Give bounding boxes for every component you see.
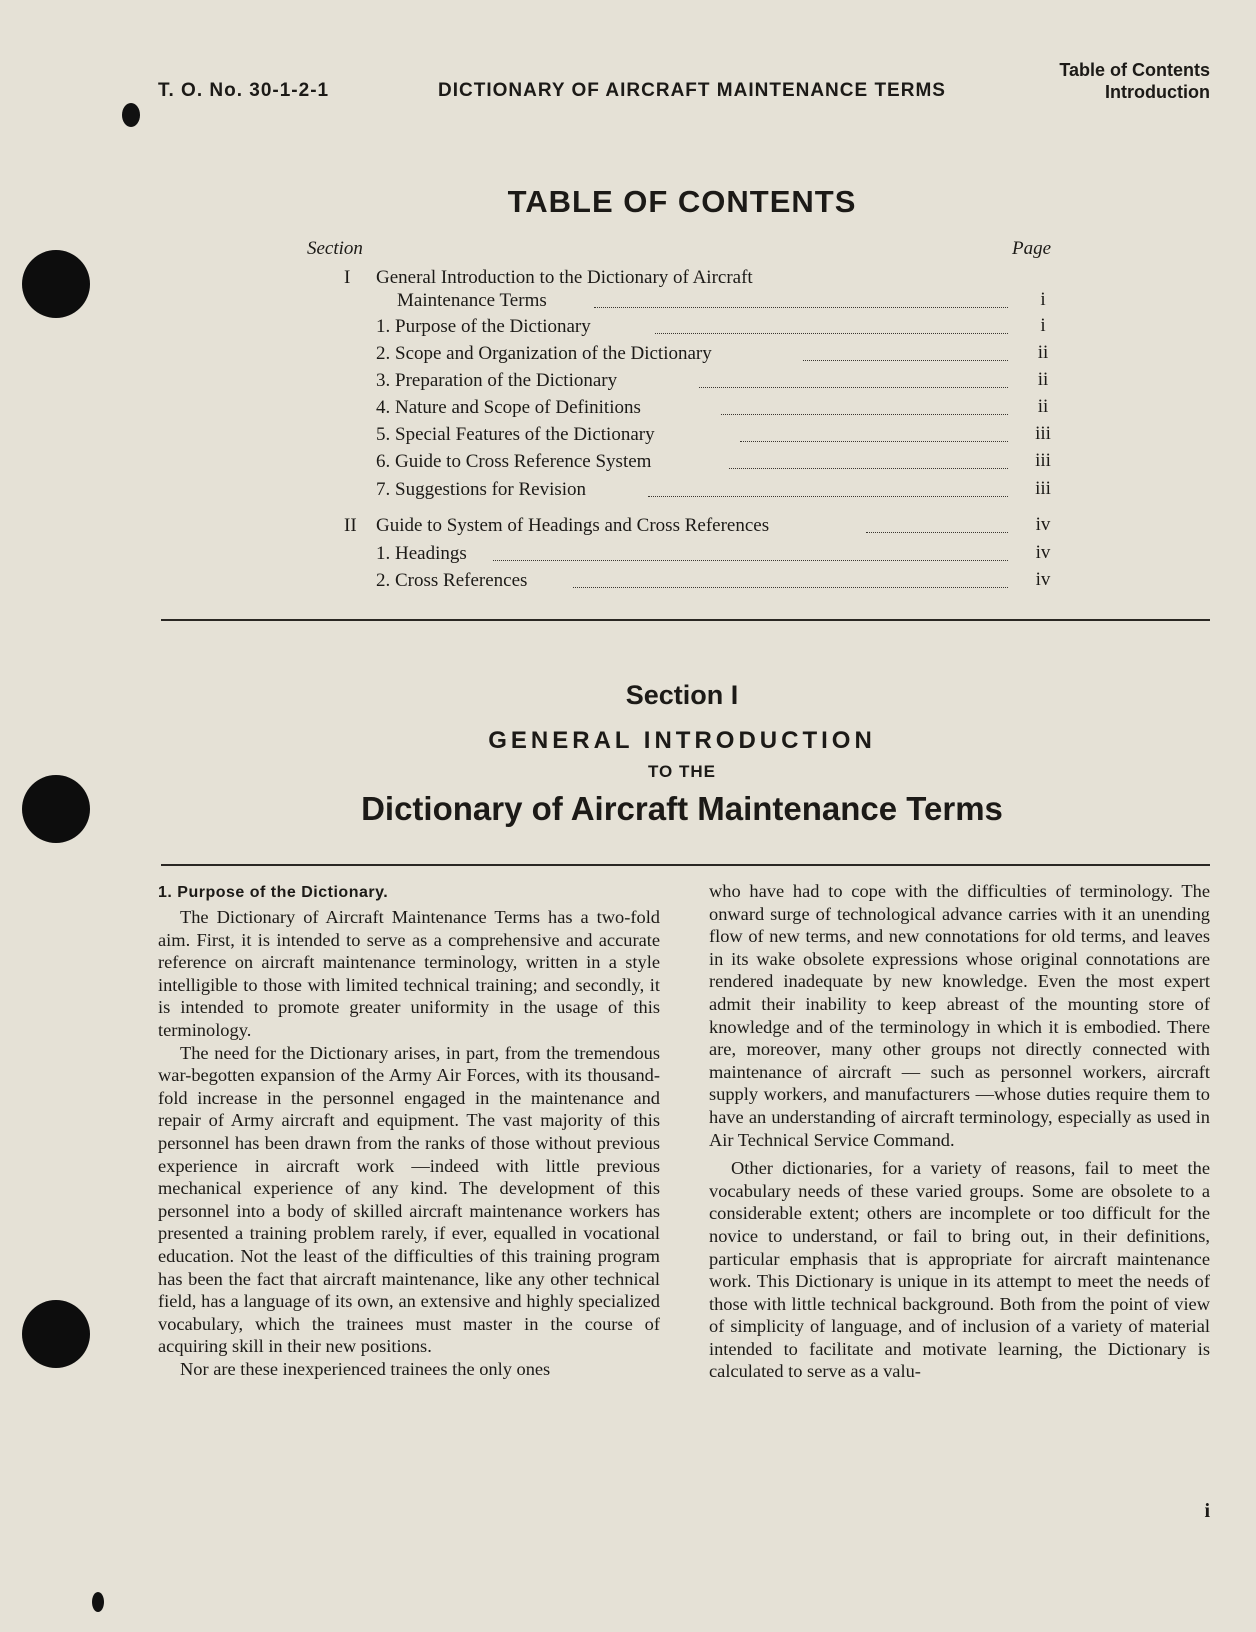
toc-page-number: iv (1035, 514, 1051, 535)
toc-leader-dots (803, 360, 1008, 361)
ink-spot (92, 1592, 104, 1612)
toc-page-number: ii (1037, 369, 1049, 390)
ink-spot (122, 103, 140, 127)
toc-col-page: Page (1012, 238, 1052, 259)
toc-item[interactable]: 6. Guide to Cross Reference System (376, 451, 652, 472)
toc-page-number: iii (1035, 423, 1051, 444)
toc-title: TABLE OF CONTENTS (507, 184, 857, 219)
header-right-line1: Table of Contents (1059, 60, 1210, 80)
paragraph: who have had to cope with the difficulties of terminology. The onward surge of technological advance carries with it an unending flow of new terms, and new connotations for old terms, and leaves in its wake obsolete expressions whose original connotations are rendered inadequate by new knowledge. Even the most expert admit their inability to keep abreast of the mounting store of knowledge and of the terminology in which it is embodied. There are, moreover, many other groups not directly connected with maintenance of aircraft — such as personnel workers, aircraft supply workers, and manufacturers —whose duties require them to have an understanding of aircraft terminology, especially as used in Air Technical Service Command. (709, 881, 1210, 1150)
toc-leader-dots (594, 307, 1008, 308)
toc-page-number: ii (1037, 396, 1049, 417)
toc-section-numeral: II (344, 515, 357, 536)
toc-leader-dots (866, 532, 1008, 533)
toc-item[interactable]: 4. Nature and Scope of Definitions (376, 397, 641, 418)
toc-page-number: iv (1035, 569, 1051, 590)
toc-section-title[interactable]: Maintenance Terms (397, 290, 547, 311)
toc-leader-dots (699, 387, 1008, 388)
paragraph: Nor are these inexperienced trainees the only ones (180, 1358, 551, 1379)
subhead-purpose: 1. Purpose of the Dictionary. (158, 884, 389, 901)
divider-rule (161, 864, 1210, 866)
toc-item[interactable]: 2. Cross References (376, 570, 528, 591)
toc-leader-dots (721, 414, 1008, 415)
toc-page-number: ii (1037, 342, 1049, 363)
toc-leader-dots (740, 441, 1008, 442)
paragraph: The need for the Dictionary arises, in part, from the tremendous war-begotten expansion of the Army Air Forces, with its thousand-fold increase in the personnel engaged in the maintenance and repair of Army aircraft and equipment. The vast majority of this personnel has been drawn from the ranks of those without previous experience in aircraft work —indeed with little previous mechanical experience of any kind. The development of this personnel into a body of skilled aircraft maintenance workers has presented a training problem rarely, if ever, equalled in vocational education. Not the least of the difficulties of this training program has been the fact that aircraft maintenance, like any other technical field, has a language of its own, an extensive and highly specialized vocabulary, which the trainees must master in the course of acquiring skill in their new positions. (158, 1042, 660, 1357)
toc-item[interactable]: 1. Purpose of the Dictionary (376, 316, 591, 337)
binder-hole-3 (22, 1300, 90, 1368)
header-right (1059, 59, 1210, 103)
paragraph: The Dictionary of Aircraft Maintenance Terms has a two-fold aim. First, it is intended to serve as a comprehensive and accurate reference on aircraft maintenance terminology, written in a style intelligible to those with limited technical training; and secondly, it is intended to promote greater uniformity in the usage of this terminology. (158, 907, 660, 1040)
toc-leader-dots (493, 560, 1008, 561)
paragraph: Other dictionaries, for a variety of reasons, fail to meet the vocabulary needs of these varied groups. Some are obsolete to a considerable extent; others are incomplete or too difficult for the novice to understand, or fail to bring out, in their definitions, particular emphasis that is appropriate for aircraft maintenance work. This Dictionary is unique in its attempt to meet the needs of those with little technical background. Both from the point of view of simplicity of language, and of inclusion of a variety of material intended to facilitate and motivate learning, the Dictionary is calculated to serve as a valu- (709, 1158, 1210, 1382)
toc-section-title[interactable]: General Introduction to the Dictionary of Aircraft (376, 267, 753, 288)
toc-leader-dots (648, 496, 1008, 497)
toc-item[interactable]: 7. Suggestions for Revision (376, 479, 587, 500)
header-title: DICTIONARY OF AIRCRAFT MAINTENANCE TERMS (438, 80, 946, 101)
toc-item[interactable]: 5. Special Features of the Dictionary (376, 424, 655, 445)
toc-leader-dots (729, 468, 1008, 469)
toc-page-number: i (1040, 289, 1046, 310)
divider-rule (161, 619, 1210, 621)
section-heading-line2: TO THE (647, 762, 717, 781)
toc-page-number: i (1040, 315, 1046, 336)
toc-item[interactable]: 2. Scope and Organization of the Dictionary (376, 343, 712, 364)
toc-col-section: Section (307, 238, 363, 259)
section-heading-line3: Dictionary of Aircraft Maintenance Terms (361, 790, 1003, 827)
body-left-column (158, 882, 660, 1380)
toc-leader-dots (573, 587, 1008, 588)
toc-section-title[interactable]: Guide to System of Headings and Cross References (376, 515, 770, 536)
toc-page-number: iv (1035, 542, 1051, 563)
page-number: i (1204, 1500, 1210, 1522)
toc-leader-dots (655, 333, 1008, 334)
body-right-column (709, 880, 1210, 1383)
header-right-line2: Introduction (1105, 82, 1210, 102)
toc-item[interactable]: 1. Headings (376, 543, 467, 564)
section-label: Section I (625, 680, 739, 710)
binder-hole-1 (22, 250, 90, 318)
toc-page-number: iii (1035, 478, 1051, 499)
toc-page-number: iii (1035, 450, 1051, 471)
header-to-number: T. O. No. 30-1-2-1 (158, 80, 330, 101)
toc-section-numeral: I (344, 267, 351, 288)
toc-item[interactable]: 3. Preparation of the Dictionary (376, 370, 618, 391)
section-heading-line1: GENERAL INTRODUCTION (488, 727, 876, 754)
